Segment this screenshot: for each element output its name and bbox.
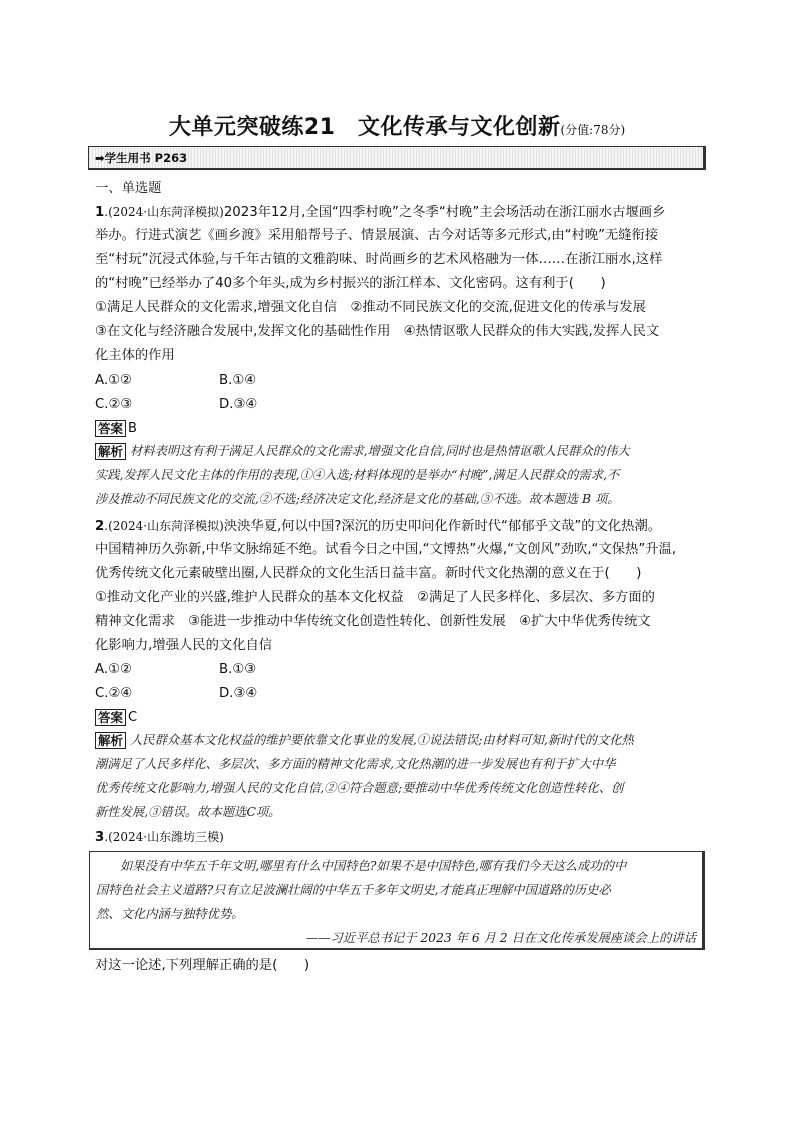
q2-statement-line: ①推动文化产业的兴盛,维护人民群众的基本文化权益 ②满足了人民多样化、多层次、多方面的 <box>95 590 655 605</box>
student-book-banner <box>88 146 706 170</box>
q2-analysis-line: 新性发展,③错误。故本题选C项。 <box>95 805 281 819</box>
q1-text-line: 至“村玩”沉浸式体验,与千年古镇的文雅韵味、时尚画乡的艺术风格融为一体……在浙江丽水,这样 <box>95 252 663 267</box>
q1-analysis-label: 解析 <box>95 443 126 460</box>
q2-option-c[interactable]: C.②④ <box>95 686 133 701</box>
q1-statement-line: 化主体的作用 <box>95 348 175 363</box>
page-title <box>0 110 794 141</box>
q1-option-b[interactable]: B.①④ <box>219 373 257 388</box>
q2-statement-line: 化影响力,增强人民的文化自信 <box>95 638 273 653</box>
q1-analysis-line: 材料表明这有利于满足人民群众的文化需求,增强文化自信,同时也是热情讴歌人民群众的伟大 <box>130 444 630 458</box>
q1-analysis-line: 实践,发挥人民文化主体的作用的表现,①④入选;材料体现的是举办“村晚”,满足人民群众的需求,不 <box>95 468 620 482</box>
q1-option-a[interactable]: A.①② <box>95 373 132 388</box>
q1-statement-line: ①满足人民群众的文化需求,增强文化自信 ②推动不同民族文化的交流,促进文化的传承与发展 <box>95 300 646 315</box>
q1-answer-value: B <box>128 421 137 436</box>
title-text: 大单元突破练21 文化传承与文化创新 <box>168 115 561 140</box>
q2-option-b[interactable]: B.①③ <box>219 662 257 677</box>
q2-answer-value: C <box>128 710 138 725</box>
q2-analysis-line: 人民群众基本文化权益的维护要依靠文化事业的发展,①说法错误;由材料可知,新时代的文化热 <box>130 733 634 747</box>
quote-attribution: ——习近平总书记于 2023 年 6 月 2 日在文化传承发展座谈会上的讲话 <box>305 931 696 945</box>
q2-text-line: 泱泱华夏,何以中国?深沉的历史叩问化作新时代“郁郁乎文哉”的文化热潮。 <box>223 519 662 534</box>
q2-first-line <box>95 518 661 535</box>
quote-line: 如果没有中华五千年文明,哪里有什么中国特色?如果不是中国特色,哪有我们今天这么成功的中 <box>120 859 627 873</box>
q1-analysis-line: 涉及推动不同民族文化的交流,②不选;经济决定文化,经济是文化的基础,③不选。故本题选 B 项。 <box>95 492 620 506</box>
q3-source: .(2024·山东潍坊三模) <box>104 830 224 844</box>
book-page-reference: ➡学生用书 P263 <box>95 151 188 165</box>
q2-analysis-label: 解析 <box>95 732 126 749</box>
q2-statement-line: 精神文化需求 ③能进一步推动中华传统文化创造性转化、创新性发展 ④扩大中华优秀传统文 <box>95 614 651 629</box>
q1-number: 1 <box>95 205 105 220</box>
score-note: (分值:78分) <box>560 123 626 137</box>
q1-option-d[interactable]: D.③④ <box>219 397 258 412</box>
q2-option-a[interactable]: A.①② <box>95 662 132 677</box>
q2-text-line: 中国精神历久弥新,中华文脉绵延不绝。试看今日之中国,“文博热”火爆,“文创风”劲吹,“文保热”升温, <box>95 542 677 557</box>
q3-first-line <box>95 829 224 846</box>
q2-text-line: 优秀传统文化元素破壁出圈,人民群众的文化生活日益丰富。新时代文化热潮的意义在于( ) <box>95 566 642 581</box>
q1-answer-label: 答案 <box>95 420 126 437</box>
q2-answer-label: 答案 <box>95 709 126 726</box>
q1-source: .(2024·山东菏泽模拟) <box>104 205 224 219</box>
q2-source: .(2024·山东菏泽模拟) <box>104 519 224 533</box>
q3-number: 3 <box>95 830 105 845</box>
q2-number: 2 <box>95 519 105 534</box>
q1-first-line <box>95 204 665 221</box>
q1-statement-line: ③在文化与经济融合发展中,发挥文化的基础性作用 ④热情讴歌人民群众的伟大实践,发挥人民文 <box>95 324 660 339</box>
quote-line: 国特色社会主义道路?只有立足波澜壮阔的中华五千多年文明史,才能真正理解中国道路的历史必 <box>96 883 611 897</box>
section-heading: 一、单选题 <box>95 181 162 196</box>
quote-line: 然、文化内涵与独特优势。 <box>96 907 244 921</box>
q2-analysis-line: 潮满足了人民多样化、多层次、多方面的精神文化需求,文化热潮的进一步发展也有利于扩大中华 <box>95 757 616 771</box>
q2-analysis-line: 优秀传统文化影响力,增强人民的文化自信,②④符合题意;要推动中华优秀传统文化创造性转化、创 <box>95 781 624 795</box>
q3-question: 对这一论述,下列理解正确的是( ) <box>95 958 310 973</box>
q1-text-line: 的“村晚”已经举办了40多个年头,成为乡村振兴的浙江样本、文化密码。这有利于( ) <box>95 276 606 291</box>
q1-option-c[interactable]: C.②③ <box>95 397 133 412</box>
quote-box <box>89 851 705 950</box>
q1-text-line: 2023年12月,全国“四季村晚”之冬季“村晚”主会场活动在浙江丽水古堰画乡 <box>223 205 666 220</box>
q1-text-line: 举办。行进式演艺《画乡渡》采用船帮号子、情景展演、古今对话等多元形式,由“村晚”无缝衔接 <box>95 228 659 243</box>
q2-option-d[interactable]: D.③④ <box>219 686 258 701</box>
